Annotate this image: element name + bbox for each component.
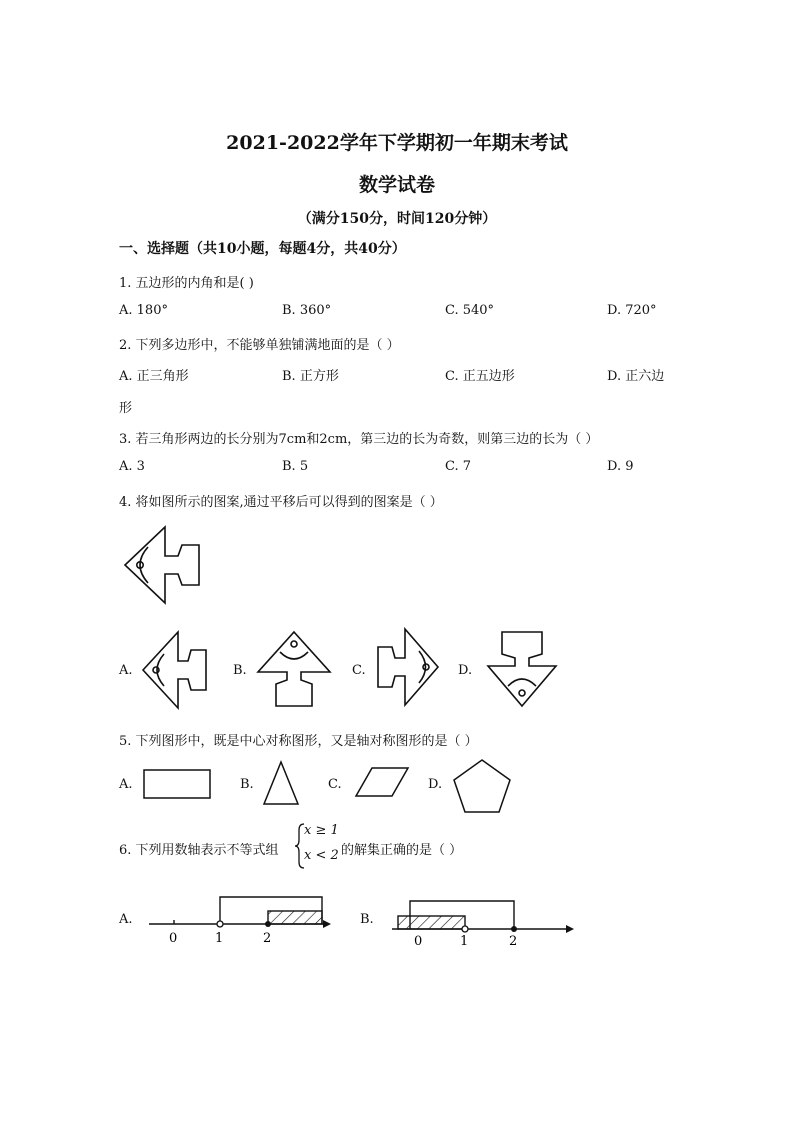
q5-option-d[interactable]: D. (428, 777, 443, 792)
label-0: 0 (169, 931, 178, 946)
q5-rectangle-figure[interactable] (143, 769, 211, 799)
q4-option-d-figure[interactable] (486, 630, 558, 708)
q2-option-b[interactable]: B. 正方形 (282, 369, 339, 384)
q5-pentagon-figure[interactable] (451, 758, 513, 814)
label-2: 2 (509, 934, 518, 949)
question-6-stem-before: 6. 下列用数轴表示不等式组 (119, 843, 279, 858)
q6-option-a[interactable]: A. (119, 912, 133, 927)
question-2-stem: 2. 下列多边形中，不能够单独铺满地面的是（ ） (119, 338, 400, 353)
exam-title: 2021-2022学年下学期初一年期末考试 (226, 132, 568, 154)
q5-triangle-figure[interactable] (262, 760, 300, 806)
solid-dot-2 (511, 926, 517, 932)
q1-option-c[interactable]: C. 540° (445, 303, 495, 318)
axis-arrow (566, 925, 574, 933)
q2-option-d[interactable]: D. 正六边 (607, 369, 665, 384)
q6-option-b[interactable]: B. (360, 912, 374, 927)
question-5-stem: 5. 下列图形中，既是中心对称图形，又是轴对称图形的是（ ） (119, 734, 478, 749)
q2-option-a[interactable]: A. 正三角形 (119, 369, 189, 384)
q1-option-d[interactable]: D. 720° (607, 303, 657, 318)
q4-option-c-figure[interactable] (375, 627, 441, 707)
label-2: 2 (263, 931, 272, 946)
q4-reference-figure (120, 525, 205, 605)
q2-option-c[interactable]: C. 正五边形 (445, 369, 515, 384)
q4-option-b-figure[interactable] (256, 630, 332, 708)
q4-option-b[interactable]: B. (233, 663, 247, 678)
axis-arrow (323, 920, 331, 928)
open-dot-1 (217, 921, 223, 927)
q2-option-d-wrap: 形 (119, 401, 133, 416)
q5-option-a[interactable]: A. (119, 777, 133, 792)
label-1: 1 (460, 934, 469, 949)
q3-option-d[interactable]: D. 9 (607, 459, 634, 474)
q6-option-b-number-line[interactable] (388, 890, 580, 950)
question-1-stem: 1. 五边形的内角和是( ) (119, 276, 254, 291)
solid-dot-2 (265, 921, 271, 927)
q3-option-c[interactable]: C. 7 (445, 459, 472, 474)
q4-option-a[interactable]: A. (119, 663, 133, 678)
q4-option-a-figure[interactable] (140, 630, 210, 710)
question-4-stem: 4. 将如图所示的图案,通过平移后可以得到的图案是（ ） (119, 495, 443, 510)
q6-inequality-1: x ≥ 1 (304, 823, 339, 838)
q5-option-c[interactable]: C. (328, 777, 342, 792)
q6-inequality-2: x < 2 (304, 848, 339, 863)
open-dot-1 (462, 926, 468, 932)
q1-option-b[interactable]: B. 360° (282, 303, 332, 318)
q4-option-d[interactable]: D. (458, 663, 473, 678)
q4-option-c[interactable]: C. (352, 663, 366, 678)
q5-parallelogram-figure[interactable] (354, 766, 410, 798)
q3-option-b[interactable]: B. 5 (282, 459, 309, 474)
q6-option-a-number-line[interactable] (145, 890, 335, 950)
label-1: 1 (215, 931, 224, 946)
q1-option-a[interactable]: A. 180° (119, 303, 168, 318)
q3-option-a[interactable]: A. 3 (119, 459, 145, 474)
q5-option-b[interactable]: B. (240, 777, 254, 792)
shaded-region (398, 916, 465, 929)
subject-title: 数学试卷 (358, 174, 435, 196)
question-3-stem: 3. 若三角形两边的长分别为7cm和2cm，第三边的长为奇数，则第三边的长为（ ） (119, 432, 599, 447)
shaded-region (268, 911, 322, 924)
section-heading: 一、选择题（共10小题，每题4分，共40分） (119, 241, 406, 257)
exam-info: （满分150分，时间120分钟） (297, 211, 497, 227)
question-6-stem-after: 的解集正确的是（ ） (341, 843, 463, 858)
label-0: 0 (414, 934, 423, 949)
